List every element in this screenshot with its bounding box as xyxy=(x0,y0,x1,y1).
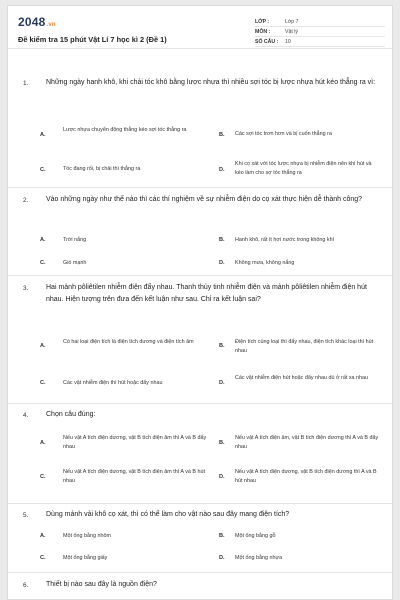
option-letter: B. xyxy=(219,237,225,243)
question-number: 4. xyxy=(23,412,29,419)
question-text: Dùng mảnh vải khô cọ xát, thì có thể làm cho vật nào sau đây mang điện tích? xyxy=(46,511,290,518)
meta-value: Lớp 7 xyxy=(285,18,299,25)
option-letter: A. xyxy=(40,237,46,243)
option-letter: D. xyxy=(219,474,225,480)
option-d[interactable]: Các vật nhiễm điện hút hoặc đẩy nhau dù ở rất xa nhau xyxy=(235,375,368,381)
option-d[interactable]: Nếu vật A tích điện dương, vật B tích điện dương thì A và B hút nhau xyxy=(235,469,377,484)
exam-title: Đề kiểm tra 15 phút Vật Lí 7 học kì 2 (Đề 1) xyxy=(18,35,167,44)
option-b[interactable]: Nếu vật A tích điện âm, vật B tích điện dương thì A và B đẩy nhau xyxy=(235,435,379,450)
question-divider xyxy=(8,572,392,573)
option-letter: B. xyxy=(219,343,225,349)
option-c[interactable]: Tóc đang rối, bị chải thì thẳng ra xyxy=(63,166,141,172)
option-letter: D. xyxy=(219,167,225,173)
meta-row-count xyxy=(255,37,385,47)
option-d[interactable]: Một ống bằng nhựa xyxy=(235,555,283,561)
option-a[interactable]: Nếu vật A tích điện dương, vật B tích điện âm thì A và B đẩy nhau xyxy=(63,435,207,450)
meta-row-subject xyxy=(255,27,385,37)
question-number: 3. xyxy=(23,285,29,292)
meta-value: 10 xyxy=(285,38,291,45)
logo-suffix: .vn xyxy=(46,22,56,28)
question-number: 1. xyxy=(23,80,29,87)
meta-label: LỚP : xyxy=(255,18,270,25)
logo-main: 2048 xyxy=(18,15,46,29)
meta-label: SỐ CÂU : xyxy=(255,38,279,45)
option-a[interactable]: Có hai loại điện tích là điện tích dương và điện tích âm xyxy=(63,339,194,345)
meta-row-class xyxy=(255,17,385,27)
option-letter: B. xyxy=(219,132,225,138)
meta-value: Vật lý xyxy=(285,28,298,35)
question-number: 6. xyxy=(23,582,29,589)
exam-meta xyxy=(255,17,385,47)
option-letter: B. xyxy=(219,533,225,539)
option-letter: A. xyxy=(40,533,46,539)
option-c[interactable]: Gió mạnh xyxy=(63,260,87,266)
option-b[interactable]: Một ống bằng gỗ xyxy=(235,533,276,539)
option-a[interactable]: Trời nắng xyxy=(63,237,87,243)
option-c[interactable]: Một ống bằng giấy xyxy=(63,555,108,561)
option-a[interactable]: Lược nhựa chuyển động thẳng kéo sợi tóc thẳng ra xyxy=(63,127,187,133)
question-divider xyxy=(8,275,392,276)
option-letter: D. xyxy=(219,555,225,561)
option-letter: A. xyxy=(40,343,46,349)
question-number: 2. xyxy=(23,197,29,204)
option-b[interactable]: Điện tích cùng loại thì đẩy nhau, điện tích khác loại thì hút nhau xyxy=(235,339,374,354)
option-letter: A. xyxy=(40,440,46,446)
option-letter: C. xyxy=(40,474,46,480)
option-letter: C. xyxy=(40,260,46,266)
question-divider xyxy=(8,403,392,404)
option-letter: B. xyxy=(219,440,225,446)
option-a[interactable]: Một ống bằng nhôm xyxy=(63,533,111,539)
option-letter: D. xyxy=(219,380,225,386)
option-letter: C. xyxy=(40,380,46,386)
exam-header xyxy=(8,6,392,49)
question-text: Chọn câu đúng: xyxy=(46,411,96,418)
option-letter: C. xyxy=(40,167,46,173)
option-c[interactable]: Nếu vật A tích điện dương, vật B tích điện âm thì A và B hút nhau xyxy=(63,469,205,484)
exam-page xyxy=(7,5,393,600)
meta-label: MÔN : xyxy=(255,28,271,35)
question-text: Thiết bị nào sau đây là nguồn điện? xyxy=(46,581,157,588)
question-text: Vào những ngày như thế nào thì các thí nghiệm về sự nhiễm điện do cọ xát thực hiện dễ thành công? xyxy=(46,196,363,203)
question-number: 5. xyxy=(23,512,29,519)
option-d[interactable]: Không mưa, không nắng xyxy=(235,260,295,266)
question-divider xyxy=(8,503,392,504)
option-letter: C. xyxy=(40,555,46,561)
question-text: Những ngày hanh khô, khi chải tóc khô bằng lược nhựa thì nhiều sợi tóc bị lược nhựa hút kéo thẳng ra vì: xyxy=(46,79,376,86)
option-b[interactable]: Hanh khô, rất ít hơi nước trong không khí xyxy=(235,237,335,243)
option-d[interactable]: Khi cọ xát với tóc lược nhựa bị nhiễm điện nên khi hút và kéo làm cho sợ tóc thẳng ra xyxy=(235,161,372,176)
site-logo[interactable] xyxy=(18,15,56,29)
option-c[interactable]: Các vật nhiễm điện thì hút hoặc đẩy nhau xyxy=(63,380,163,386)
option-letter: A. xyxy=(40,132,46,138)
question-divider xyxy=(8,187,392,188)
option-b[interactable]: Các sợi tóc trơn hơn và bị cuốn thẳng ra xyxy=(235,131,332,137)
option-letter: D. xyxy=(219,260,225,266)
question-text: Hai mảnh pôliêtilen nhiễm điện đẩy nhau. Thanh thủy tinh nhiễm điện và mảnh pôliêtilen nhiễm điện hút nhau. Hiện tượng trên đưa đến kết luận như sau. Chỉ ra kết luận sai? xyxy=(46,284,367,303)
